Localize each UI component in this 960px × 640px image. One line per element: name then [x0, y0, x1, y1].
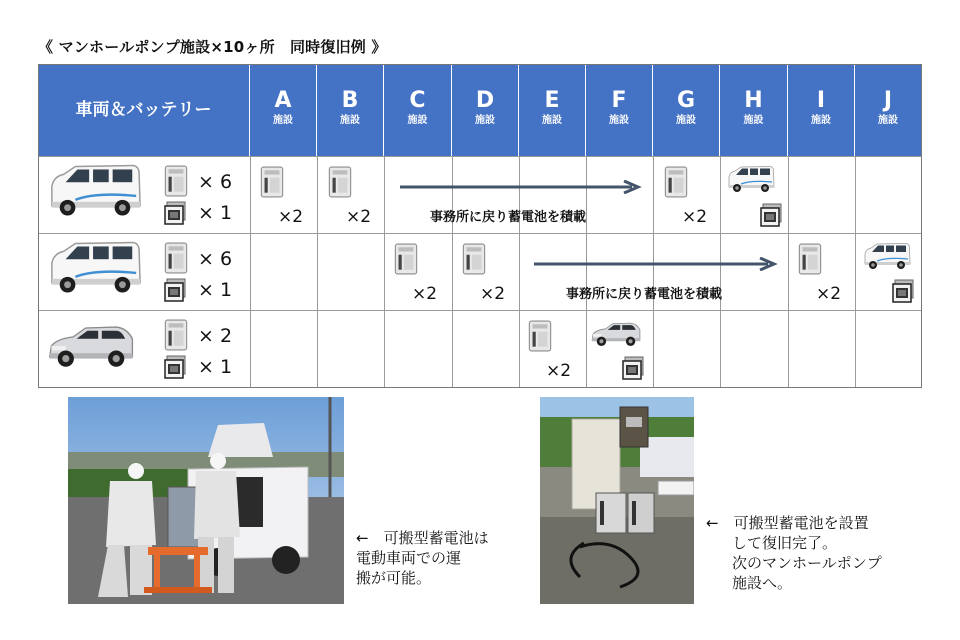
- facility-sub-label: 施設: [542, 115, 562, 126]
- facility-sub-label: 施設: [743, 115, 764, 126]
- battery-icon: [164, 319, 188, 351]
- caption-line: 搬が可能。: [356, 569, 432, 587]
- caption-line: 電動車両での運: [356, 549, 462, 567]
- battery-icon: [394, 243, 418, 275]
- facility-letter: D: [475, 88, 495, 113]
- battery-icon: [328, 166, 352, 198]
- facility-c-battery-count: ×2: [412, 284, 438, 304]
- battery-icon: [664, 166, 688, 198]
- return-to-office-label: 事務所に戻り蓄電池を積載: [430, 210, 587, 225]
- facility-sub-label: 施設: [475, 115, 495, 126]
- van-icon: [862, 241, 912, 273]
- charger-count: × 1: [198, 202, 233, 224]
- charger-icon: [892, 279, 914, 303]
- return-to-office-label: 事務所に戻り蓄電池を積載: [566, 287, 723, 302]
- battery-icon: [528, 320, 552, 352]
- facility-d-battery-count: ×2: [480, 284, 506, 304]
- caption-line: ← 可搬型蓄電池は: [356, 529, 489, 547]
- recovery-schedule-table: [38, 64, 922, 388]
- facility-column-header: [519, 64, 586, 156]
- vehicle-column-header: [38, 64, 250, 156]
- facility-sub-label: 施設: [273, 115, 293, 126]
- battery-count: × 2: [198, 325, 233, 347]
- caption-line: 次のマンホールポンプ: [732, 554, 882, 572]
- facility-letter: F: [611, 88, 627, 113]
- facility-g-battery-count: ×2: [682, 207, 708, 227]
- facility-column-header: [855, 64, 922, 156]
- facility-letter: B: [341, 88, 359, 113]
- facility-sub-label: 施設: [609, 115, 629, 126]
- facility-letter: A: [274, 88, 292, 113]
- column-divider: [250, 156, 251, 388]
- column-divider: [788, 156, 789, 388]
- facility-letter: J: [883, 88, 893, 113]
- van-icon: [726, 164, 776, 196]
- charger-count: × 1: [198, 356, 233, 378]
- facility-a-battery-count: ×2: [278, 207, 304, 227]
- battery-icon: [164, 165, 188, 197]
- van-icon: [46, 162, 144, 222]
- battery-count: × 6: [198, 248, 233, 270]
- charger-icon: [622, 356, 644, 380]
- facility-b-battery-count: ×2: [346, 207, 372, 227]
- row-divider: [38, 156, 922, 157]
- facility-letter: I: [816, 88, 826, 113]
- facility-column-header: [788, 64, 855, 156]
- charger-icon: [760, 203, 782, 227]
- column-divider: [317, 156, 318, 388]
- caption-line: して復旧完了。: [732, 534, 838, 552]
- battery-icon: [260, 166, 284, 198]
- column-divider: [855, 156, 856, 388]
- facility-letter: E: [544, 88, 560, 113]
- installed-photo-caption: [706, 513, 882, 593]
- facility-letter: C: [409, 88, 426, 113]
- facility-sub-label: 施設: [811, 115, 831, 126]
- facility-column-header: [452, 64, 519, 156]
- facility-e-battery-count: ×2: [546, 361, 572, 381]
- caption-line: ← 可搬型蓄電池を設置: [706, 514, 869, 532]
- page-title: 《 マンホールポンプ施設×10ヶ所 同時復旧例 》: [38, 38, 387, 56]
- facility-sub-label: 施設: [878, 115, 898, 126]
- column-divider: [720, 156, 721, 388]
- suv-icon: [590, 318, 642, 350]
- facility-letter: H: [744, 88, 763, 113]
- caption-line: 施設へ。: [732, 574, 793, 592]
- row-divider: [38, 310, 922, 311]
- battery-icon: [798, 243, 822, 275]
- facility-column-header: [720, 64, 788, 156]
- loading-photo-caption: [356, 528, 489, 588]
- battery-icon: [164, 242, 188, 274]
- facility-letter: G: [676, 88, 696, 113]
- vehicle-column-label: 車両＆バッテリー: [75, 100, 212, 120]
- charger-icon: [164, 278, 186, 302]
- battery-loading-photo: [68, 397, 344, 604]
- facility-column-header: [250, 64, 317, 156]
- facility-column-header: [653, 64, 720, 156]
- van-icon: [46, 239, 144, 299]
- facility-column-header: [586, 64, 653, 156]
- column-divider: [384, 156, 385, 388]
- facility-sub-label: 施設: [676, 115, 696, 126]
- installed-battery-photo: [540, 397, 694, 604]
- facility-i-battery-count: ×2: [816, 284, 842, 304]
- charger-icon: [164, 201, 186, 225]
- arrow-icon: [400, 180, 642, 194]
- charger-icon: [164, 355, 186, 379]
- battery-count: × 6: [198, 171, 233, 193]
- battery-icon: [462, 243, 486, 275]
- facility-sub-label: 施設: [407, 115, 428, 126]
- facility-column-header: [317, 64, 384, 156]
- suv-icon: [46, 318, 136, 374]
- arrow-icon: [534, 257, 778, 271]
- facility-sub-label: 施設: [340, 115, 360, 126]
- facility-column-header: [384, 64, 452, 156]
- charger-count: × 1: [198, 279, 233, 301]
- row-divider: [38, 233, 922, 234]
- column-divider: [653, 156, 654, 388]
